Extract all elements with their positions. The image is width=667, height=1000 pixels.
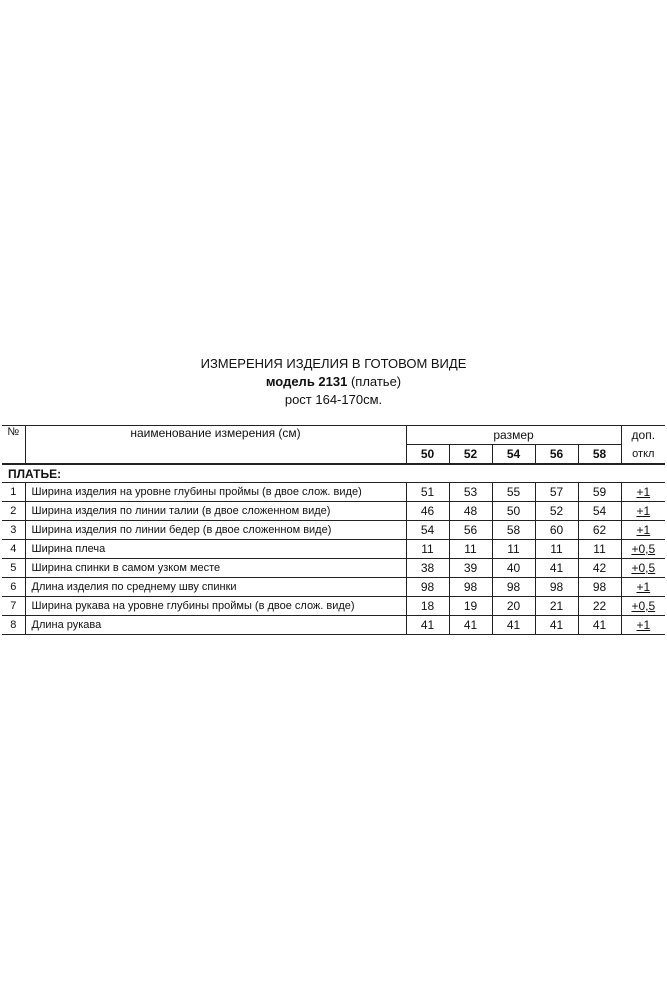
tolerance-value: +1 [621, 578, 665, 597]
tolerance-header-bottom: откл [621, 445, 665, 465]
size-value: 41 [535, 616, 578, 635]
size-value: 57 [535, 483, 578, 502]
size-header: 58 [578, 445, 621, 465]
size-value: 59 [578, 483, 621, 502]
document-title: ИЗМЕРЕНИЯ ИЗДЕЛИЯ В ГОТОВОМ ВИДЕ [200, 356, 467, 371]
name-column-header: наименование измерения (см) [25, 426, 406, 465]
row-number: 7 [2, 597, 25, 616]
size-value: 22 [578, 597, 621, 616]
size-value: 19 [449, 597, 492, 616]
measurement-name: Ширина рукава на уровне глубины проймы (в двое слож. виде) [25, 597, 406, 616]
tolerance-value: +1 [621, 483, 665, 502]
number-column-header: № [2, 426, 25, 465]
table-row [2, 521, 665, 540]
size-value: 41 [535, 559, 578, 578]
measurement-name: Ширина спинки в самом узком месте [25, 559, 406, 578]
model-number: модель 2131 [265, 374, 348, 389]
tolerance-value: +1 [621, 521, 665, 540]
height-range: рост 164-170см. [284, 392, 383, 407]
size-value: 18 [406, 597, 449, 616]
size-value: 54 [578, 502, 621, 521]
table-row [2, 597, 665, 616]
size-header: 50 [406, 445, 449, 465]
model-line [0, 374, 667, 389]
measurement-name: Ширина плеча [25, 540, 406, 559]
measurements-table [2, 425, 665, 635]
table-row [2, 540, 665, 559]
size-value: 41 [406, 616, 449, 635]
size-value: 53 [449, 483, 492, 502]
size-value: 98 [406, 578, 449, 597]
size-value: 60 [535, 521, 578, 540]
size-value: 46 [406, 502, 449, 521]
size-value: 11 [492, 540, 535, 559]
table-row [2, 616, 665, 635]
size-value: 41 [578, 616, 621, 635]
model-type: (платье) [347, 374, 402, 389]
tolerance-header-top: доп. [621, 426, 665, 445]
table-row [2, 483, 665, 502]
row-number: 8 [2, 616, 25, 635]
size-value: 55 [492, 483, 535, 502]
size-value: 52 [535, 502, 578, 521]
row-number: 4 [2, 540, 25, 559]
row-number: 2 [2, 502, 25, 521]
size-value: 41 [449, 616, 492, 635]
size-value: 51 [406, 483, 449, 502]
size-value: 41 [492, 616, 535, 635]
section-row [2, 464, 665, 483]
size-value: 40 [492, 559, 535, 578]
size-value: 56 [449, 521, 492, 540]
size-value: 38 [406, 559, 449, 578]
row-number: 3 [2, 521, 25, 540]
measurement-name: Ширина изделия по линии бедер (в двое сложенном виде) [25, 521, 406, 540]
size-value: 98 [492, 578, 535, 597]
tolerance-value: +1 [621, 616, 665, 635]
size-value: 62 [578, 521, 621, 540]
size-value: 39 [449, 559, 492, 578]
table-row [2, 502, 665, 521]
measurement-name: Длина изделия по среднему шву спинки [25, 578, 406, 597]
size-value: 48 [449, 502, 492, 521]
table-row [2, 578, 665, 597]
tolerance-value: +1 [621, 502, 665, 521]
size-value: 98 [535, 578, 578, 597]
size-header: 54 [492, 445, 535, 465]
size-value: 98 [449, 578, 492, 597]
size-value: 11 [578, 540, 621, 559]
size-value: 98 [578, 578, 621, 597]
tolerance-value: +0,5 [621, 540, 665, 559]
size-value: 11 [449, 540, 492, 559]
measurement-name: Длина рукава [25, 616, 406, 635]
table-row [2, 559, 665, 578]
row-number: 1 [2, 483, 25, 502]
row-number: 6 [2, 578, 25, 597]
tolerance-value: +0,5 [621, 597, 665, 616]
size-value: 21 [535, 597, 578, 616]
size-value: 20 [492, 597, 535, 616]
size-header: 56 [535, 445, 578, 465]
size-value: 42 [578, 559, 621, 578]
size-group-header: размер [406, 426, 621, 445]
size-header: 52 [449, 445, 492, 465]
size-value: 54 [406, 521, 449, 540]
row-number: 5 [2, 559, 25, 578]
size-value: 11 [535, 540, 578, 559]
header-row-1 [2, 426, 665, 445]
tolerance-value: +0,5 [621, 559, 665, 578]
size-value: 50 [492, 502, 535, 521]
size-value: 11 [406, 540, 449, 559]
size-value: 58 [492, 521, 535, 540]
measurement-name: Ширина изделия на уровне глубины проймы (в двое слож. виде) [25, 483, 406, 502]
measurement-name: Ширина изделия по линии талии (в двое сложенном виде) [25, 502, 406, 521]
section-title: ПЛАТЬЕ: [2, 464, 665, 483]
